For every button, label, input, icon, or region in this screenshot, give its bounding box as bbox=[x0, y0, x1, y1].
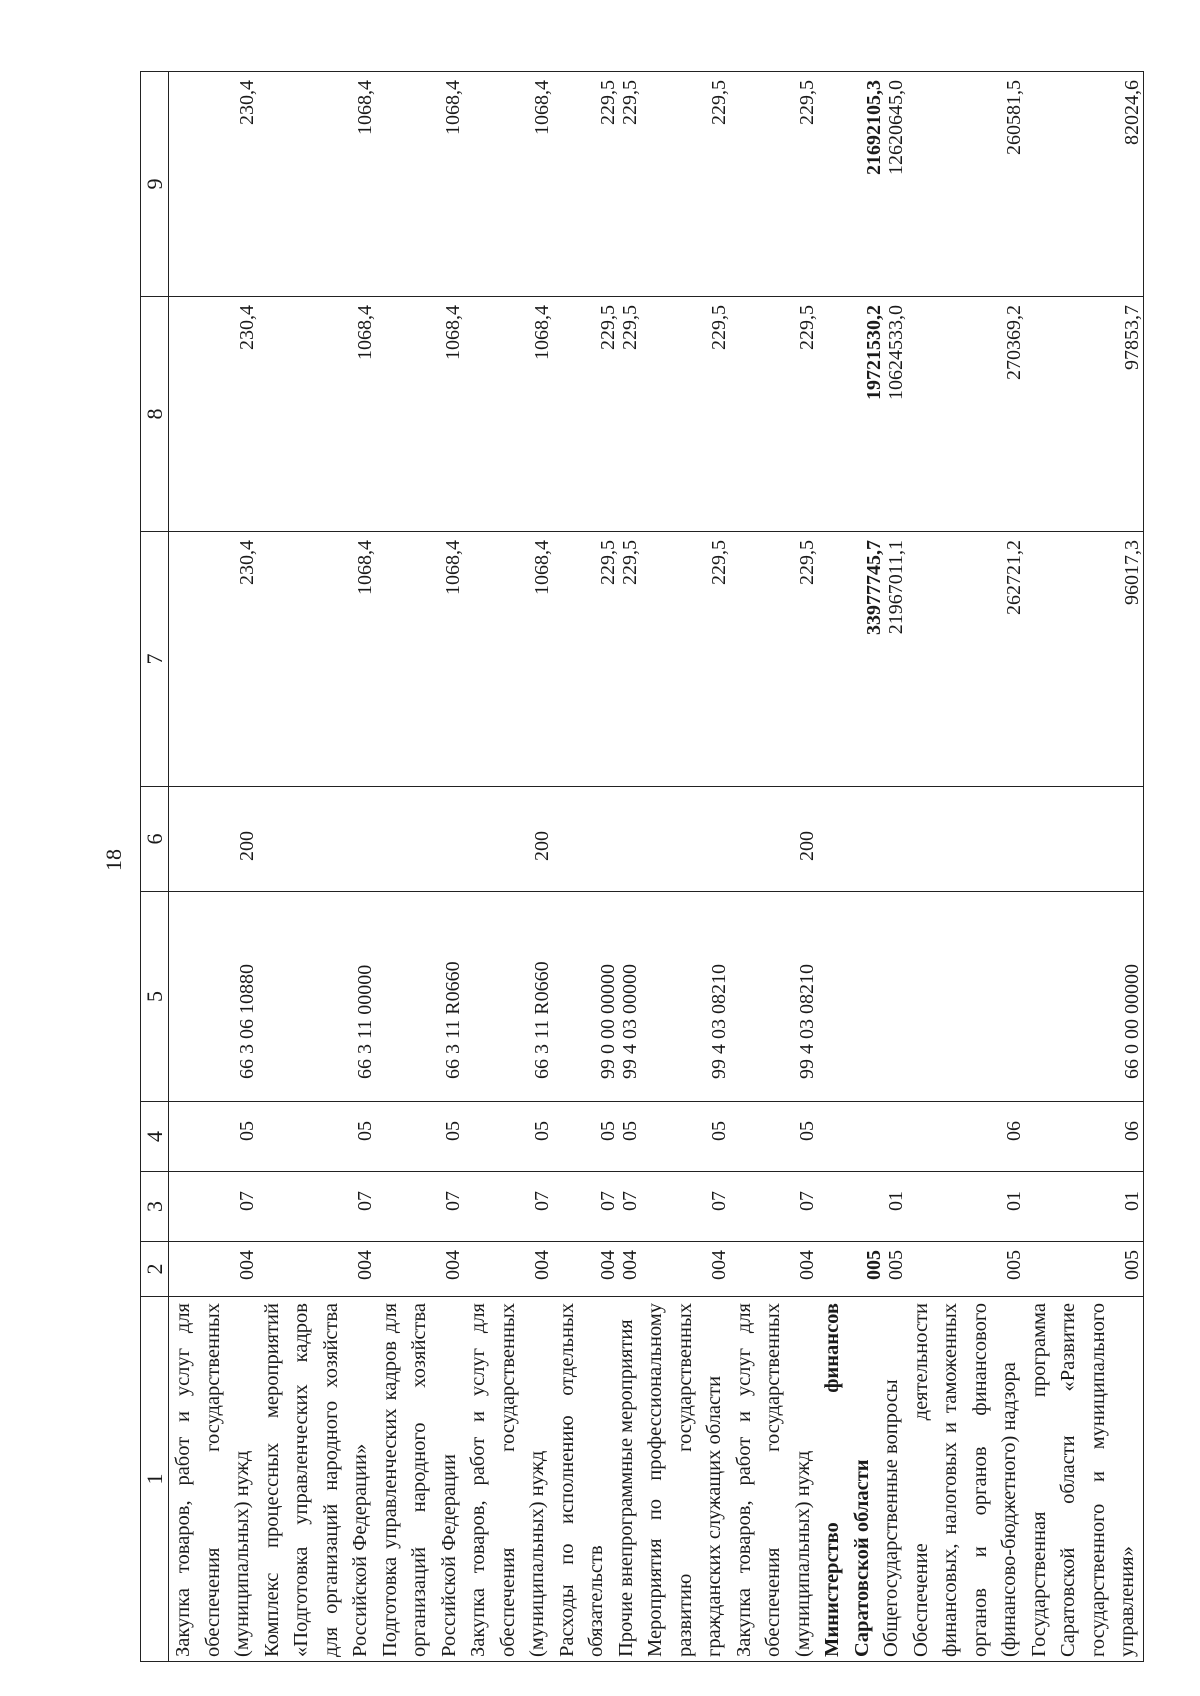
cell-value: 96017,3 bbox=[1120, 540, 1143, 605]
table-row bbox=[258, 72, 376, 1662]
row-label: Подготовка управленческих кадров для организаций народного хозяйства Российской Федерации bbox=[378, 1303, 460, 1657]
cell-c9 bbox=[907, 72, 1025, 297]
cell-c9 bbox=[1025, 72, 1144, 297]
cell-c3 bbox=[464, 1172, 553, 1242]
cell-value: 07 bbox=[597, 1191, 619, 1211]
cell-value: 004 bbox=[235, 1250, 258, 1280]
cell-value: 229,5 bbox=[597, 80, 619, 125]
cell-value: 005 bbox=[1002, 1250, 1025, 1280]
cell-c7 bbox=[258, 532, 376, 787]
cell-c3 bbox=[907, 1172, 1025, 1242]
cell-value: 07 bbox=[619, 1191, 641, 1211]
cell-value: 97853,7 bbox=[1120, 305, 1143, 370]
cell-c6 bbox=[907, 787, 1025, 892]
cell-c6 bbox=[641, 787, 730, 892]
column-header: 8 bbox=[141, 297, 169, 532]
row-name-cell bbox=[907, 1297, 1025, 1662]
budget-table bbox=[140, 71, 1144, 1662]
cell-value: 66 3 11 R0660 bbox=[442, 961, 464, 1079]
row-label: Комплекс процессных мероприятий «Подготовка управленческих кадров для организаций народного хозяйства Российской Федерации» bbox=[260, 1303, 371, 1657]
cell-value: 004 bbox=[442, 1250, 464, 1280]
cell-c9 bbox=[464, 72, 553, 297]
cell-value: 05 bbox=[442, 1121, 464, 1141]
cell-c4 bbox=[169, 1102, 258, 1172]
cell-c6 bbox=[730, 787, 819, 892]
row-label: Обеспечение деятельности финансовых, налоговых и таможенных органов и органов финансового (финансово-бюджетного) надзора bbox=[909, 1303, 1020, 1657]
table-row bbox=[730, 72, 819, 1662]
cell-c4 bbox=[258, 1102, 376, 1172]
cell-value: 004 bbox=[353, 1250, 376, 1280]
cell-value: 99 4 03 08210 bbox=[796, 964, 818, 1079]
cell-value: 21692105,3 bbox=[862, 80, 885, 175]
cell-c6 bbox=[258, 787, 376, 892]
cell-value: 230,4 bbox=[235, 540, 258, 585]
cell-value: 82024,6 bbox=[1120, 80, 1143, 145]
row-label: Общегосударственные вопросы bbox=[880, 1379, 902, 1657]
row-label: Закупка товаров, работ и услуг для обеспечения государственных (муниципальных) нужд bbox=[467, 1303, 548, 1657]
cell-value: 005 bbox=[884, 1250, 907, 1280]
cell-value: 200 bbox=[530, 831, 553, 861]
cell-value: 07 bbox=[353, 1191, 376, 1211]
cell-c2 bbox=[641, 1242, 730, 1297]
cell-c7 bbox=[169, 532, 258, 787]
cell-value: 230,4 bbox=[235, 305, 258, 350]
cell-value: 1068,4 bbox=[530, 540, 553, 595]
cell-c6 bbox=[464, 787, 553, 892]
cell-value: 004 bbox=[796, 1250, 818, 1280]
cell-value: 66 3 11 R0660 bbox=[530, 961, 553, 1079]
cell-c3 bbox=[818, 1172, 907, 1242]
cell-value: 01 bbox=[884, 1191, 907, 1211]
cell-c5 bbox=[376, 892, 465, 1102]
cell-value: 230,4 bbox=[235, 80, 258, 125]
cell-c7 bbox=[818, 532, 907, 787]
table-row bbox=[553, 72, 642, 1662]
cell-c4 bbox=[376, 1102, 465, 1172]
cell-value: 229,5 bbox=[796, 80, 818, 125]
cell-value: 05 bbox=[796, 1121, 818, 1141]
cell-c6 bbox=[818, 787, 907, 892]
cell-value: 07 bbox=[796, 1191, 818, 1211]
cell-c8 bbox=[169, 297, 258, 532]
cell-value: 1068,4 bbox=[353, 305, 376, 360]
cell-value: 1068,4 bbox=[353, 80, 376, 135]
row-name-cell bbox=[818, 1297, 907, 1662]
cell-c8 bbox=[553, 297, 642, 532]
row-name-cell bbox=[553, 1297, 642, 1662]
cell-c7 bbox=[641, 532, 730, 787]
cell-c3 bbox=[553, 1172, 642, 1242]
table-row bbox=[376, 72, 465, 1662]
cell-value: 10624533,0 bbox=[884, 305, 907, 400]
cell-c5 bbox=[258, 892, 376, 1102]
cell-value: 229,5 bbox=[707, 80, 730, 125]
cell-c2 bbox=[730, 1242, 819, 1297]
cell-value: 06 bbox=[1120, 1121, 1143, 1141]
cell-c9 bbox=[553, 72, 642, 297]
cell-value: 99 0 00 00000 bbox=[597, 964, 619, 1079]
cell-c4 bbox=[730, 1102, 819, 1172]
row-name-cell bbox=[169, 1297, 258, 1662]
cell-c8 bbox=[641, 297, 730, 532]
cell-c3 bbox=[1025, 1172, 1144, 1242]
cell-c9 bbox=[818, 72, 907, 297]
cell-c5 bbox=[464, 892, 553, 1102]
cell-c9 bbox=[641, 72, 730, 297]
cell-c7 bbox=[907, 532, 1025, 787]
cell-c7 bbox=[730, 532, 819, 787]
cell-value: 005 bbox=[1120, 1250, 1143, 1280]
cell-value: 270369,2 bbox=[1002, 305, 1025, 380]
row-name-cell bbox=[258, 1297, 376, 1662]
cell-value: 05 bbox=[353, 1121, 376, 1141]
page-number: 18 bbox=[101, 849, 126, 871]
header-row bbox=[141, 72, 169, 1662]
cell-c4 bbox=[641, 1102, 730, 1172]
cell-c7 bbox=[464, 532, 553, 787]
cell-value: 12620645,0 bbox=[884, 80, 907, 175]
cell-value: 1068,4 bbox=[530, 305, 553, 360]
cell-value: 005 bbox=[862, 1250, 885, 1280]
row-name-cell bbox=[464, 1297, 553, 1662]
cell-c7 bbox=[376, 532, 465, 787]
cell-c9 bbox=[730, 72, 819, 297]
cell-value: 05 bbox=[597, 1121, 619, 1141]
cell-value: 19721530,2 bbox=[862, 305, 885, 400]
cell-c4 bbox=[818, 1102, 907, 1172]
cell-value: 66 0 00 00000 bbox=[1120, 964, 1143, 1079]
cell-value: 004 bbox=[707, 1250, 730, 1280]
cell-c8 bbox=[907, 297, 1025, 532]
cell-c6 bbox=[553, 787, 642, 892]
cell-c3 bbox=[376, 1172, 465, 1242]
cell-value: 66 3 11 00000 bbox=[353, 964, 376, 1079]
cell-c5 bbox=[553, 892, 642, 1102]
row-label: Министерство финансов Саратовской области bbox=[821, 1303, 873, 1657]
cell-c4 bbox=[907, 1102, 1025, 1172]
cell-value: 200 bbox=[796, 831, 818, 861]
cell-c8 bbox=[730, 297, 819, 532]
cell-value: 1068,4 bbox=[442, 305, 464, 360]
cell-c5 bbox=[1025, 892, 1144, 1102]
table-row bbox=[464, 72, 553, 1662]
cell-value: 06 bbox=[1002, 1121, 1025, 1141]
rotated-page bbox=[140, 72, 1150, 1662]
cell-c6 bbox=[376, 787, 465, 892]
cell-c9 bbox=[376, 72, 465, 297]
cell-c8 bbox=[376, 297, 465, 532]
row-label: Прочие внепрограммные мероприятия bbox=[614, 1319, 637, 1657]
cell-c6 bbox=[1025, 787, 1144, 892]
cell-c2 bbox=[907, 1242, 1025, 1297]
cell-value: 229,5 bbox=[707, 305, 730, 350]
cell-c2 bbox=[818, 1242, 907, 1297]
row-name-cell bbox=[1025, 1297, 1144, 1662]
cell-value: 229,5 bbox=[796, 305, 818, 350]
cell-c8 bbox=[1025, 297, 1144, 532]
cell-value: 99 4 03 08210 bbox=[707, 964, 730, 1079]
cell-c2 bbox=[464, 1242, 553, 1297]
cell-value: 229,5 bbox=[619, 305, 641, 350]
column-header: 1 bbox=[141, 1297, 169, 1662]
column-header: 5 bbox=[141, 892, 169, 1102]
cell-c6 bbox=[169, 787, 258, 892]
cell-c9 bbox=[169, 72, 258, 297]
cell-value: 05 bbox=[530, 1121, 553, 1141]
cell-value: 004 bbox=[530, 1250, 553, 1280]
cell-value: 07 bbox=[707, 1191, 730, 1211]
row-label: Расходы по исполнению отдельных обязательств bbox=[555, 1303, 607, 1657]
column-header: 7 bbox=[141, 532, 169, 787]
cell-value: 07 bbox=[235, 1191, 258, 1211]
cell-c8 bbox=[818, 297, 907, 532]
cell-value: 1068,4 bbox=[530, 80, 553, 135]
cell-c2 bbox=[258, 1242, 376, 1297]
cell-value: 1068,4 bbox=[353, 540, 376, 595]
cell-value: 05 bbox=[235, 1121, 258, 1141]
cell-c8 bbox=[258, 297, 376, 532]
cell-c2 bbox=[1025, 1242, 1144, 1297]
cell-c2 bbox=[169, 1242, 258, 1297]
row-name-cell bbox=[641, 1297, 730, 1662]
table-row bbox=[907, 72, 1025, 1662]
cell-value: 33977745,7 bbox=[862, 540, 885, 635]
column-header: 2 bbox=[141, 1242, 169, 1297]
cell-value: 1068,4 bbox=[442, 540, 464, 595]
cell-c5 bbox=[818, 892, 907, 1102]
cell-value: 1068,4 bbox=[442, 80, 464, 135]
row-label: Закупка товаров, работ и услуг для обеспечения государственных (муниципальных) нужд bbox=[732, 1303, 814, 1657]
cell-c7 bbox=[553, 532, 642, 787]
cell-c5 bbox=[641, 892, 730, 1102]
cell-value: 01 bbox=[1002, 1191, 1025, 1211]
cell-value: 200 bbox=[235, 831, 258, 861]
cell-c9 bbox=[258, 72, 376, 297]
cell-value: 21967011,1 bbox=[884, 540, 907, 635]
table-row bbox=[818, 72, 907, 1662]
cell-value: 229,5 bbox=[619, 540, 641, 585]
cell-value: 01 bbox=[1120, 1191, 1143, 1211]
cell-value: 229,5 bbox=[796, 540, 818, 585]
cell-c5 bbox=[907, 892, 1025, 1102]
cell-value: 07 bbox=[442, 1191, 464, 1211]
cell-c5 bbox=[169, 892, 258, 1102]
cell-value: 66 3 06 10880 bbox=[235, 964, 258, 1079]
cell-c8 bbox=[464, 297, 553, 532]
cell-value: 07 bbox=[530, 1191, 553, 1211]
cell-value: 229,5 bbox=[597, 305, 619, 350]
cell-value: 05 bbox=[619, 1121, 641, 1141]
cell-value: 262721,2 bbox=[1002, 540, 1025, 615]
cell-value: 99 4 03 00000 bbox=[619, 964, 641, 1079]
cell-c2 bbox=[376, 1242, 465, 1297]
cell-c4 bbox=[464, 1102, 553, 1172]
cell-c3 bbox=[730, 1172, 819, 1242]
cell-c4 bbox=[553, 1102, 642, 1172]
row-label: Закупка товаров, работ и услуг для обеспечения государственных (муниципальных) нужд bbox=[172, 1303, 253, 1657]
table-row bbox=[641, 72, 730, 1662]
row-label: Мероприятия по профессиональному развитию государственных гражданских служащих области bbox=[644, 1303, 725, 1657]
cell-value: 229,5 bbox=[619, 80, 641, 125]
cell-c3 bbox=[641, 1172, 730, 1242]
row-label: Государственная программа Саратовской области «Развитие государственного и муниципального управления» bbox=[1027, 1303, 1138, 1657]
row-name-cell bbox=[730, 1297, 819, 1662]
cell-value: 260581,5 bbox=[1002, 80, 1025, 155]
column-header: 9 bbox=[141, 72, 169, 297]
cell-c5 bbox=[730, 892, 819, 1102]
cell-c2 bbox=[553, 1242, 642, 1297]
cell-c7 bbox=[1025, 532, 1144, 787]
cell-value: 229,5 bbox=[707, 540, 730, 585]
column-header: 4 bbox=[141, 1102, 169, 1172]
table-row bbox=[169, 72, 258, 1662]
column-header: 3 bbox=[141, 1172, 169, 1242]
cell-value: 229,5 bbox=[597, 540, 619, 585]
cell-c3 bbox=[258, 1172, 376, 1242]
cell-value: 004 bbox=[619, 1250, 641, 1280]
cell-c3 bbox=[169, 1172, 258, 1242]
cell-value: 05 bbox=[707, 1121, 730, 1141]
table-row bbox=[1025, 72, 1144, 1662]
row-name-cell bbox=[376, 1297, 465, 1662]
column-header: 6 bbox=[141, 787, 169, 892]
cell-value: 004 bbox=[597, 1250, 619, 1280]
cell-c4 bbox=[1025, 1102, 1144, 1172]
